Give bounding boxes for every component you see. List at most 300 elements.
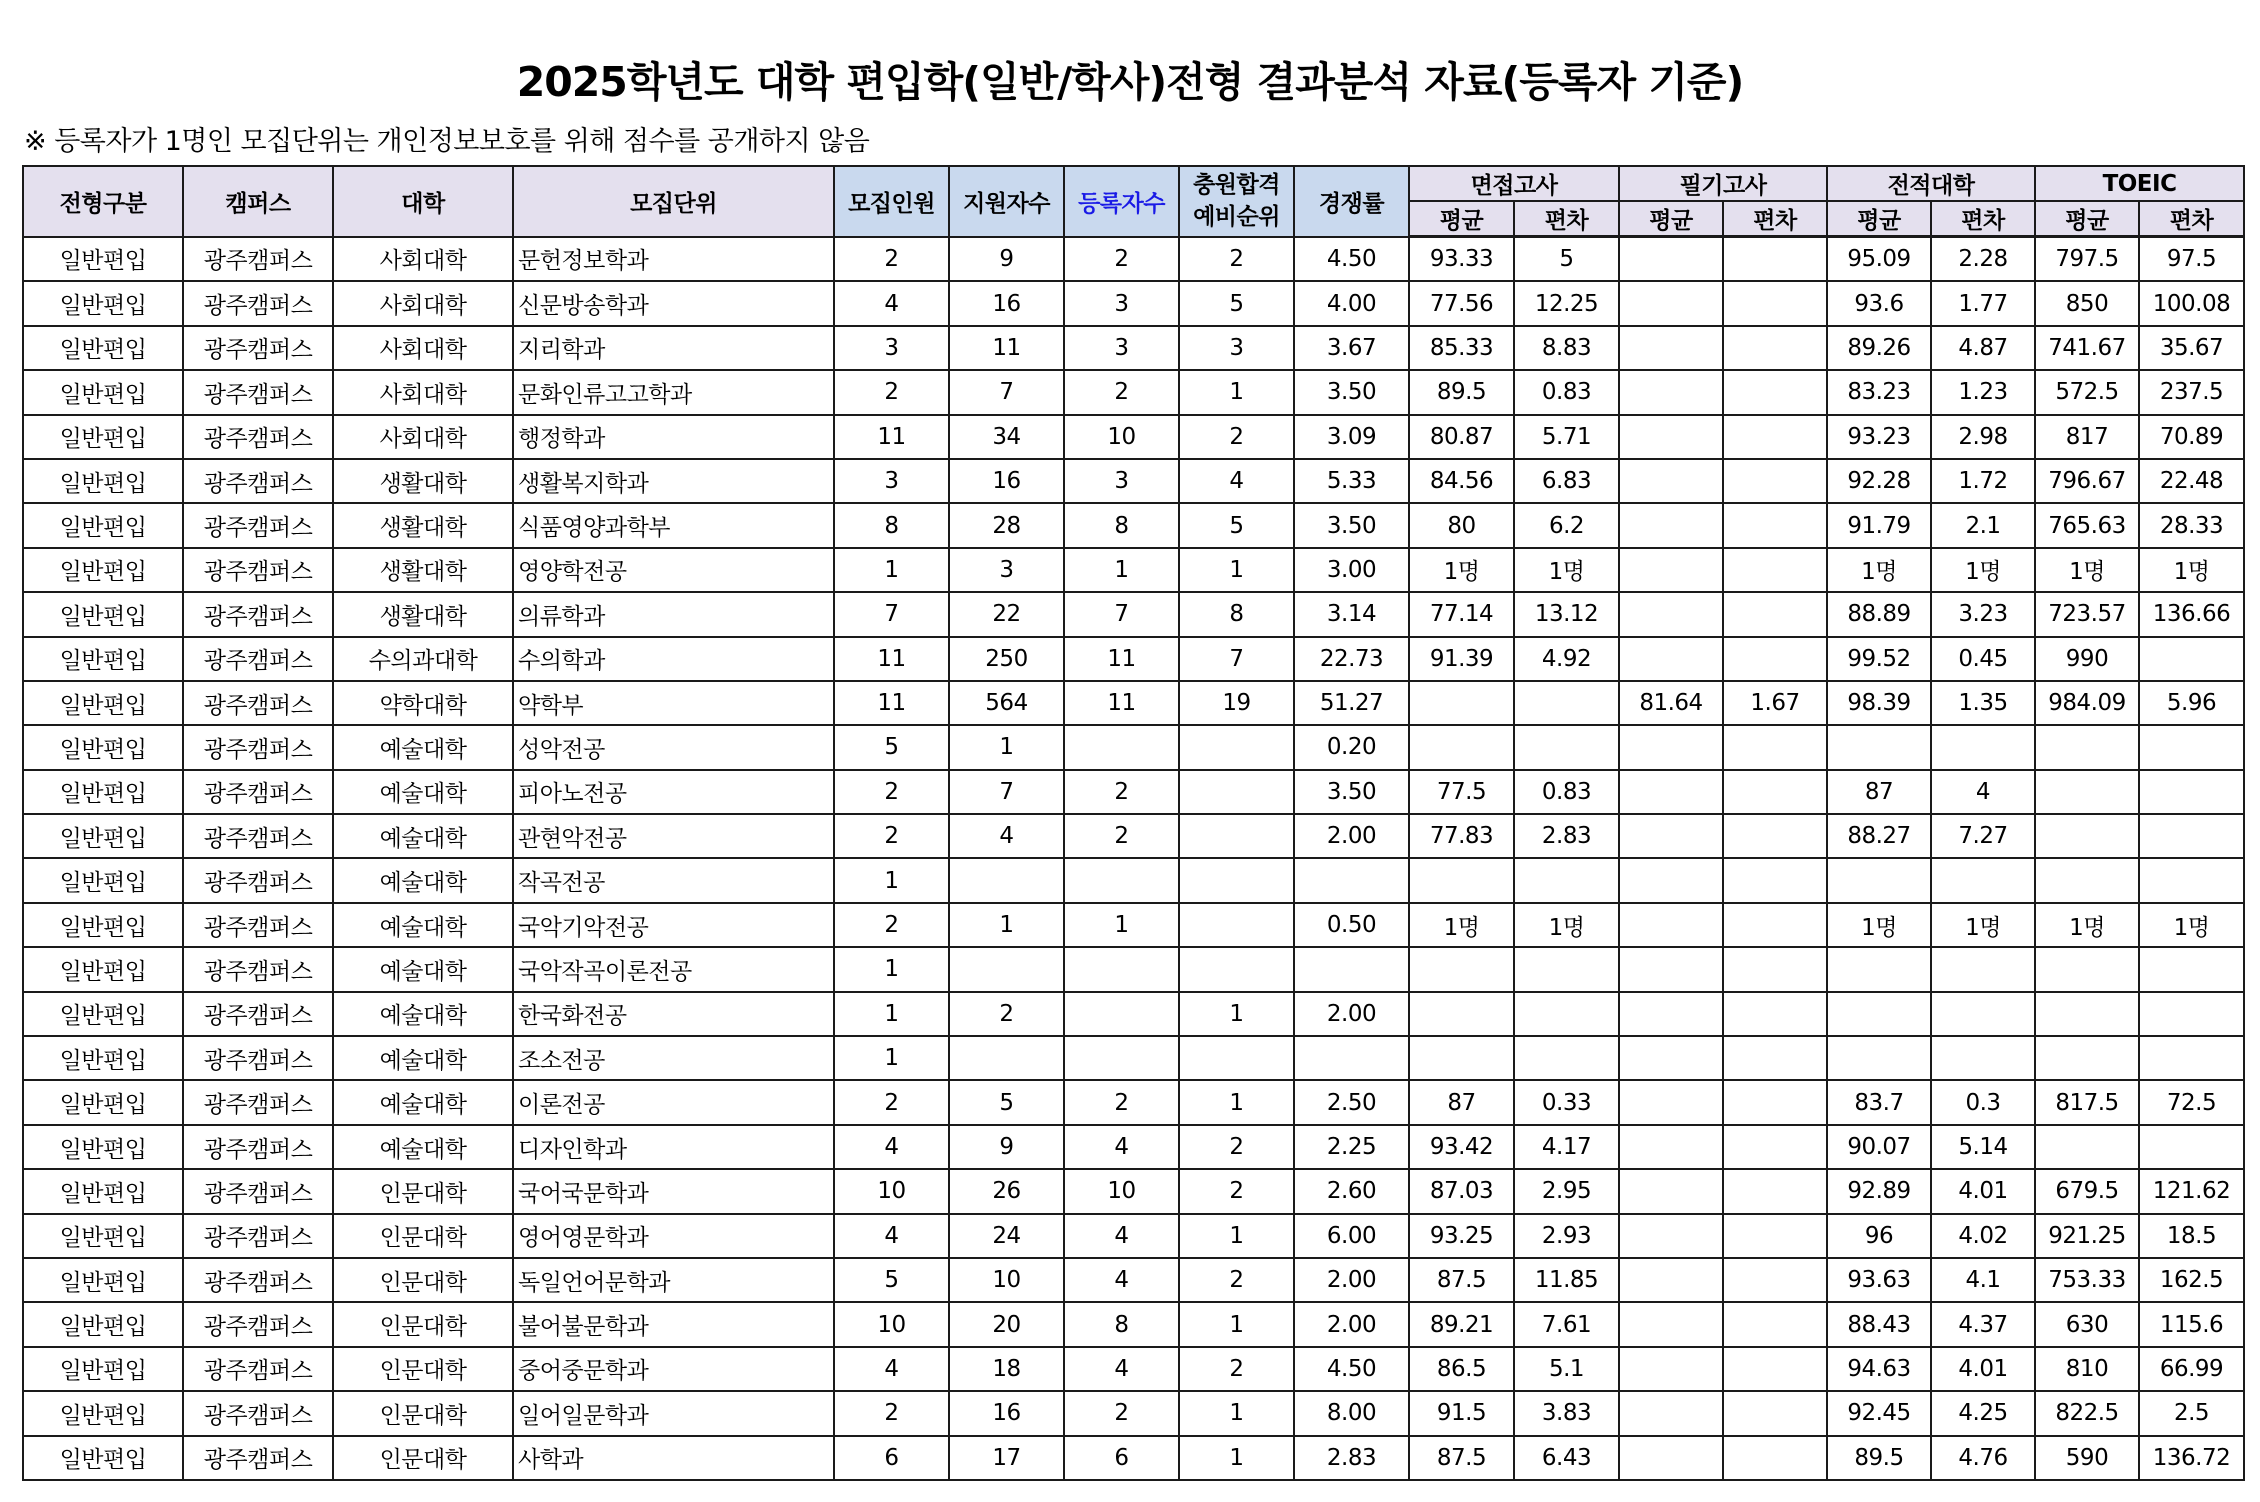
header-waitlist bbox=[1179, 166, 1294, 237]
cell-registered bbox=[1064, 858, 1179, 902]
cell-written-avg bbox=[1619, 1258, 1723, 1302]
cell-written-avg bbox=[1619, 1125, 1723, 1169]
cell-interview-dev: 12.25 bbox=[1514, 281, 1619, 325]
cell-quota: 2 bbox=[834, 1391, 949, 1435]
cell-ratio: 4.00 bbox=[1294, 281, 1409, 325]
cell-written-avg bbox=[1619, 548, 1723, 592]
cell-toeic-dev: 237.5 bbox=[2139, 370, 2244, 414]
cell-registered bbox=[1064, 725, 1179, 769]
cell-toeic-avg: 984.09 bbox=[2035, 681, 2139, 725]
cell-college: 예술대학 bbox=[333, 770, 513, 814]
cell-waitlist: 1 bbox=[1179, 1436, 1294, 1480]
table-row bbox=[23, 725, 2244, 769]
cell-unit: 조소전공 bbox=[513, 1036, 834, 1080]
cell-prev-college-avg: 99.52 bbox=[1827, 637, 1931, 681]
cell-written-dev bbox=[1723, 1436, 1827, 1480]
cell-applicants: 7 bbox=[949, 770, 1064, 814]
cell-campus: 광주캠퍼스 bbox=[183, 858, 333, 902]
table-row bbox=[23, 814, 2244, 858]
cell-toeic-avg: 1명 bbox=[2035, 548, 2139, 592]
cell-written-avg bbox=[1619, 1214, 1723, 1258]
cell-interview-avg: 91.5 bbox=[1409, 1391, 1514, 1435]
cell-unit: 수의학과 bbox=[513, 637, 834, 681]
cell-registered bbox=[1064, 992, 1179, 1036]
cell-registered: 8 bbox=[1064, 1302, 1179, 1346]
cell-type: 일반편입 bbox=[23, 637, 183, 681]
cell-campus: 광주캠퍼스 bbox=[183, 326, 333, 370]
cell-prev-college-avg: 89.26 bbox=[1827, 326, 1931, 370]
table-row bbox=[23, 770, 2244, 814]
cell-toeic-avg: 797.5 bbox=[2035, 237, 2139, 282]
cell-ratio: 0.50 bbox=[1294, 903, 1409, 947]
cell-unit: 디자인학과 bbox=[513, 1125, 834, 1169]
cell-applicants: 18 bbox=[949, 1347, 1064, 1391]
cell-written-dev bbox=[1723, 281, 1827, 325]
cell-toeic-avg: 1명 bbox=[2035, 903, 2139, 947]
cell-toeic-dev: 70.89 bbox=[2139, 415, 2244, 459]
cell-written-avg bbox=[1619, 1169, 1723, 1213]
cell-toeic-avg: 990 bbox=[2035, 637, 2139, 681]
cell-waitlist: 8 bbox=[1179, 592, 1294, 636]
cell-quota: 3 bbox=[834, 326, 949, 370]
table-row bbox=[23, 548, 2244, 592]
cell-quota: 3 bbox=[834, 459, 949, 503]
cell-ratio: 3.50 bbox=[1294, 503, 1409, 547]
cell-unit: 국악기악전공 bbox=[513, 903, 834, 947]
cell-prev-college-dev bbox=[1931, 992, 2035, 1036]
cell-quota: 1 bbox=[834, 947, 949, 991]
cell-type: 일반편입 bbox=[23, 858, 183, 902]
cell-ratio: 51.27 bbox=[1294, 681, 1409, 725]
cell-interview-dev: 2.95 bbox=[1514, 1169, 1619, 1213]
header-college: 대학 bbox=[333, 166, 513, 237]
cell-interview-avg bbox=[1409, 725, 1514, 769]
cell-prev-college-avg: 92.45 bbox=[1827, 1391, 1931, 1435]
cell-ratio: 2.83 bbox=[1294, 1436, 1409, 1480]
cell-ratio: 4.50 bbox=[1294, 1347, 1409, 1391]
cell-ratio: 22.73 bbox=[1294, 637, 1409, 681]
cell-type: 일반편입 bbox=[23, 725, 183, 769]
cell-written-avg bbox=[1619, 281, 1723, 325]
cell-campus: 광주캠퍼스 bbox=[183, 237, 333, 282]
cell-toeic-avg: 817.5 bbox=[2035, 1080, 2139, 1124]
cell-prev-college-dev: 2.98 bbox=[1931, 415, 2035, 459]
cell-toeic-avg: 796.67 bbox=[2035, 459, 2139, 503]
cell-written-dev bbox=[1723, 1347, 1827, 1391]
cell-interview-dev bbox=[1514, 858, 1619, 902]
table-row bbox=[23, 947, 2244, 991]
cell-prev-college-avg: 94.63 bbox=[1827, 1347, 1931, 1391]
cell-interview-dev: 0.33 bbox=[1514, 1080, 1619, 1124]
cell-interview-avg: 77.56 bbox=[1409, 281, 1514, 325]
cell-toeic-dev bbox=[2139, 992, 2244, 1036]
cell-interview-dev: 1명 bbox=[1514, 903, 1619, 947]
cell-toeic-dev: 97.5 bbox=[2139, 237, 2244, 282]
cell-college: 예술대학 bbox=[333, 992, 513, 1036]
cell-interview-avg: 84.56 bbox=[1409, 459, 1514, 503]
cell-written-dev bbox=[1723, 903, 1827, 947]
cell-type: 일반편입 bbox=[23, 326, 183, 370]
cell-ratio: 0.20 bbox=[1294, 725, 1409, 769]
cell-prev-college-avg: 91.79 bbox=[1827, 503, 1931, 547]
cell-prev-college-dev: 2.28 bbox=[1931, 237, 2035, 282]
cell-type: 일반편입 bbox=[23, 459, 183, 503]
cell-interview-dev: 6.83 bbox=[1514, 459, 1619, 503]
table-row bbox=[23, 326, 2244, 370]
cell-toeic-dev: 66.99 bbox=[2139, 1347, 2244, 1391]
cell-ratio: 2.50 bbox=[1294, 1080, 1409, 1124]
cell-type: 일반편입 bbox=[23, 237, 183, 282]
cell-prev-college-dev bbox=[1931, 947, 2035, 991]
cell-registered: 2 bbox=[1064, 770, 1179, 814]
cell-college: 사회대학 bbox=[333, 415, 513, 459]
cell-interview-dev: 3.83 bbox=[1514, 1391, 1619, 1435]
cell-interview-avg: 91.39 bbox=[1409, 637, 1514, 681]
cell-ratio: 6.00 bbox=[1294, 1214, 1409, 1258]
cell-applicants bbox=[949, 947, 1064, 991]
cell-applicants: 22 bbox=[949, 592, 1064, 636]
cell-campus: 광주캠퍼스 bbox=[183, 770, 333, 814]
cell-written-dev bbox=[1723, 814, 1827, 858]
cell-unit: 관현악전공 bbox=[513, 814, 834, 858]
cell-quota: 1 bbox=[834, 858, 949, 902]
cell-registered: 11 bbox=[1064, 681, 1179, 725]
cell-toeic-dev bbox=[2139, 1125, 2244, 1169]
cell-college: 약학대학 bbox=[333, 681, 513, 725]
cell-prev-college-dev bbox=[1931, 725, 2035, 769]
cell-written-avg bbox=[1619, 415, 1723, 459]
cell-written-avg bbox=[1619, 326, 1723, 370]
cell-ratio: 3.14 bbox=[1294, 592, 1409, 636]
cell-prev-college-dev: 1.35 bbox=[1931, 681, 2035, 725]
cell-written-dev bbox=[1723, 548, 1827, 592]
cell-written-dev bbox=[1723, 370, 1827, 414]
cell-registered: 3 bbox=[1064, 281, 1179, 325]
cell-quota: 10 bbox=[834, 1302, 949, 1346]
cell-written-avg bbox=[1619, 370, 1723, 414]
cell-prev-college-dev: 4.37 bbox=[1931, 1302, 2035, 1346]
cell-interview-avg: 89.5 bbox=[1409, 370, 1514, 414]
cell-toeic-avg bbox=[2035, 992, 2139, 1036]
cell-applicants: 1 bbox=[949, 725, 1064, 769]
table-row bbox=[23, 1347, 2244, 1391]
table-row bbox=[23, 1169, 2244, 1213]
cell-waitlist: 1 bbox=[1179, 1391, 1294, 1435]
cell-campus: 광주캠퍼스 bbox=[183, 725, 333, 769]
cell-interview-dev bbox=[1514, 992, 1619, 1036]
cell-quota: 2 bbox=[834, 237, 949, 282]
cell-prev-college-avg: 88.89 bbox=[1827, 592, 1931, 636]
cell-interview-dev bbox=[1514, 725, 1619, 769]
cell-prev-college-avg: 93.63 bbox=[1827, 1258, 1931, 1302]
cell-campus: 광주캠퍼스 bbox=[183, 992, 333, 1036]
cell-unit: 성악전공 bbox=[513, 725, 834, 769]
header-interview-avg: 평균 bbox=[1409, 201, 1514, 237]
cell-waitlist bbox=[1179, 725, 1294, 769]
cell-toeic-avg bbox=[2035, 725, 2139, 769]
cell-prev-college-dev: 3.23 bbox=[1931, 592, 2035, 636]
cell-college: 예술대학 bbox=[333, 858, 513, 902]
cell-college: 예술대학 bbox=[333, 903, 513, 947]
cell-applicants: 9 bbox=[949, 237, 1064, 282]
cell-quota: 10 bbox=[834, 1169, 949, 1213]
cell-campus: 광주캠퍼스 bbox=[183, 1036, 333, 1080]
cell-interview-avg bbox=[1409, 681, 1514, 725]
cell-ratio: 8.00 bbox=[1294, 1391, 1409, 1435]
cell-quota: 6 bbox=[834, 1436, 949, 1480]
results-table bbox=[22, 165, 2245, 1481]
cell-interview-avg bbox=[1409, 1036, 1514, 1080]
cell-applicants: 17 bbox=[949, 1436, 1064, 1480]
cell-prev-college-dev: 4 bbox=[1931, 770, 2035, 814]
cell-toeic-avg bbox=[2035, 1125, 2139, 1169]
cell-ratio: 3.67 bbox=[1294, 326, 1409, 370]
cell-quota: 8 bbox=[834, 503, 949, 547]
cell-interview-avg: 89.21 bbox=[1409, 1302, 1514, 1346]
cell-quota: 5 bbox=[834, 725, 949, 769]
cell-ratio: 4.50 bbox=[1294, 237, 1409, 282]
cell-quota: 2 bbox=[834, 814, 949, 858]
cell-toeic-dev bbox=[2139, 947, 2244, 991]
cell-quota: 7 bbox=[834, 592, 949, 636]
cell-written-dev bbox=[1723, 1391, 1827, 1435]
header-unit: 모집단위 bbox=[513, 166, 834, 237]
cell-prev-college-avg: 83.23 bbox=[1827, 370, 1931, 414]
cell-toeic-avg: 679.5 bbox=[2035, 1169, 2139, 1213]
cell-written-dev bbox=[1723, 1036, 1827, 1080]
cell-unit: 불어불문학과 bbox=[513, 1302, 834, 1346]
cell-campus: 광주캠퍼스 bbox=[183, 637, 333, 681]
table-row bbox=[23, 415, 2244, 459]
cell-registered: 4 bbox=[1064, 1125, 1179, 1169]
cell-college: 예술대학 bbox=[333, 814, 513, 858]
table-row bbox=[23, 1080, 2244, 1124]
cell-campus: 광주캠퍼스 bbox=[183, 1169, 333, 1213]
cell-toeic-avg: 590 bbox=[2035, 1436, 2139, 1480]
cell-toeic-dev: 28.33 bbox=[2139, 503, 2244, 547]
cell-interview-avg: 77.5 bbox=[1409, 770, 1514, 814]
cell-unit: 이론전공 bbox=[513, 1080, 834, 1124]
cell-applicants: 20 bbox=[949, 1302, 1064, 1346]
cell-toeic-avg bbox=[2035, 814, 2139, 858]
cell-toeic-dev: 115.6 bbox=[2139, 1302, 2244, 1346]
cell-quota: 2 bbox=[834, 370, 949, 414]
header-prev-college-dev: 편차 bbox=[1931, 201, 2035, 237]
cell-interview-dev: 2.83 bbox=[1514, 814, 1619, 858]
cell-unit: 영어영문학과 bbox=[513, 1214, 834, 1258]
cell-interview-dev: 6.43 bbox=[1514, 1436, 1619, 1480]
header-prev-college: 전적대학 bbox=[1827, 166, 2035, 201]
cell-unit: 지리학과 bbox=[513, 326, 834, 370]
cell-prev-college-dev: 4.1 bbox=[1931, 1258, 2035, 1302]
cell-written-dev bbox=[1723, 503, 1827, 547]
cell-college: 인문대학 bbox=[333, 1436, 513, 1480]
cell-prev-college-avg: 92.28 bbox=[1827, 459, 1931, 503]
cell-type: 일반편입 bbox=[23, 370, 183, 414]
cell-waitlist: 2 bbox=[1179, 415, 1294, 459]
cell-waitlist bbox=[1179, 858, 1294, 902]
cell-prev-college-avg bbox=[1827, 1036, 1931, 1080]
header-toeic: TOEIC bbox=[2035, 166, 2244, 201]
cell-campus: 광주캠퍼스 bbox=[183, 281, 333, 325]
cell-toeic-avg bbox=[2035, 770, 2139, 814]
cell-interview-avg: 87 bbox=[1409, 1080, 1514, 1124]
cell-applicants: 9 bbox=[949, 1125, 1064, 1169]
cell-interview-avg: 87.5 bbox=[1409, 1436, 1514, 1480]
table-row bbox=[23, 1258, 2244, 1302]
cell-waitlist: 3 bbox=[1179, 326, 1294, 370]
cell-quota: 11 bbox=[834, 415, 949, 459]
table-row bbox=[23, 281, 2244, 325]
cell-interview-avg bbox=[1409, 947, 1514, 991]
table-row bbox=[23, 992, 2244, 1036]
cell-registered: 4 bbox=[1064, 1258, 1179, 1302]
header-written-avg: 평균 bbox=[1619, 201, 1723, 237]
cell-quota: 11 bbox=[834, 637, 949, 681]
cell-prev-college-avg: 87 bbox=[1827, 770, 1931, 814]
cell-prev-college-dev: 1.72 bbox=[1931, 459, 2035, 503]
cell-toeic-avg: 765.63 bbox=[2035, 503, 2139, 547]
cell-toeic-dev: 136.72 bbox=[2139, 1436, 2244, 1480]
cell-waitlist: 1 bbox=[1179, 1302, 1294, 1346]
cell-toeic-dev bbox=[2139, 725, 2244, 769]
cell-interview-avg: 93.42 bbox=[1409, 1125, 1514, 1169]
cell-waitlist bbox=[1179, 814, 1294, 858]
cell-waitlist bbox=[1179, 903, 1294, 947]
cell-prev-college-avg: 92.89 bbox=[1827, 1169, 1931, 1213]
cell-toeic-avg: 810 bbox=[2035, 1347, 2139, 1391]
cell-interview-dev bbox=[1514, 1036, 1619, 1080]
cell-college: 생활대학 bbox=[333, 459, 513, 503]
cell-interview-dev: 0.83 bbox=[1514, 770, 1619, 814]
cell-interview-dev: 0.83 bbox=[1514, 370, 1619, 414]
cell-college: 사회대학 bbox=[333, 326, 513, 370]
cell-prev-college-dev: 0.45 bbox=[1931, 637, 2035, 681]
table-body bbox=[23, 237, 2244, 1480]
header-prev-college-avg: 평균 bbox=[1827, 201, 1931, 237]
cell-registered: 10 bbox=[1064, 415, 1179, 459]
cell-campus: 광주캠퍼스 bbox=[183, 459, 333, 503]
cell-written-avg bbox=[1619, 237, 1723, 282]
cell-prev-college-avg: 88.27 bbox=[1827, 814, 1931, 858]
cell-unit: 한국화전공 bbox=[513, 992, 834, 1036]
cell-type: 일반편입 bbox=[23, 992, 183, 1036]
cell-toeic-avg: 572.5 bbox=[2035, 370, 2139, 414]
cell-registered: 1 bbox=[1064, 548, 1179, 592]
cell-type: 일반편입 bbox=[23, 1169, 183, 1213]
cell-unit: 문화인류고고학과 bbox=[513, 370, 834, 414]
cell-quota: 4 bbox=[834, 1347, 949, 1391]
cell-campus: 광주캠퍼스 bbox=[183, 1391, 333, 1435]
cell-ratio: 3.50 bbox=[1294, 770, 1409, 814]
cell-quota: 5 bbox=[834, 1258, 949, 1302]
header-waitlist-line2: 예비순위 bbox=[1193, 204, 1280, 231]
cell-toeic-avg: 741.67 bbox=[2035, 326, 2139, 370]
cell-unit: 독일언어문학과 bbox=[513, 1258, 834, 1302]
cell-prev-college-avg: 96 bbox=[1827, 1214, 1931, 1258]
cell-ratio: 2.00 bbox=[1294, 992, 1409, 1036]
cell-college: 인문대학 bbox=[333, 1302, 513, 1346]
cell-campus: 광주캠퍼스 bbox=[183, 415, 333, 459]
cell-campus: 광주캠퍼스 bbox=[183, 548, 333, 592]
cell-prev-college-avg: 89.5 bbox=[1827, 1436, 1931, 1480]
cell-toeic-avg: 921.25 bbox=[2035, 1214, 2139, 1258]
cell-registered: 3 bbox=[1064, 459, 1179, 503]
cell-quota: 2 bbox=[834, 770, 949, 814]
cell-interview-dev: 6.2 bbox=[1514, 503, 1619, 547]
cell-interview-avg: 93.25 bbox=[1409, 1214, 1514, 1258]
table-row bbox=[23, 681, 2244, 725]
cell-applicants: 34 bbox=[949, 415, 1064, 459]
cell-college: 예술대학 bbox=[333, 725, 513, 769]
cell-waitlist: 2 bbox=[1179, 237, 1294, 282]
cell-toeic-avg: 753.33 bbox=[2035, 1258, 2139, 1302]
cell-applicants: 16 bbox=[949, 459, 1064, 503]
cell-college: 인문대학 bbox=[333, 1391, 513, 1435]
cell-quota: 4 bbox=[834, 1214, 949, 1258]
cell-unit: 식품영양과학부 bbox=[513, 503, 834, 547]
cell-prev-college-dev bbox=[1931, 1036, 2035, 1080]
cell-interview-dev: 5 bbox=[1514, 237, 1619, 282]
cell-waitlist: 2 bbox=[1179, 1347, 1294, 1391]
header-written: 필기고사 bbox=[1619, 166, 1827, 201]
cell-applicants: 5 bbox=[949, 1080, 1064, 1124]
cell-toeic-dev bbox=[2139, 814, 2244, 858]
cell-type: 일반편입 bbox=[23, 503, 183, 547]
cell-applicants: 3 bbox=[949, 548, 1064, 592]
cell-written-dev bbox=[1723, 1258, 1827, 1302]
cell-toeic-avg: 850 bbox=[2035, 281, 2139, 325]
cell-type: 일반편입 bbox=[23, 1258, 183, 1302]
cell-prev-college-avg: 90.07 bbox=[1827, 1125, 1931, 1169]
table-row bbox=[23, 1036, 2244, 1080]
cell-interview-avg: 86.5 bbox=[1409, 1347, 1514, 1391]
cell-waitlist: 1 bbox=[1179, 548, 1294, 592]
table-row bbox=[23, 503, 2244, 547]
cell-prev-college-dev bbox=[1931, 858, 2035, 902]
cell-applicants: 1 bbox=[949, 903, 1064, 947]
cell-campus: 광주캠퍼스 bbox=[183, 1302, 333, 1346]
table-row bbox=[23, 858, 2244, 902]
cell-applicants: 10 bbox=[949, 1258, 1064, 1302]
cell-interview-dev: 2.93 bbox=[1514, 1214, 1619, 1258]
cell-written-avg bbox=[1619, 503, 1723, 547]
cell-written-dev bbox=[1723, 326, 1827, 370]
table-row bbox=[23, 1125, 2244, 1169]
cell-waitlist: 1 bbox=[1179, 370, 1294, 414]
cell-registered: 3 bbox=[1064, 326, 1179, 370]
cell-type: 일반편입 bbox=[23, 1214, 183, 1258]
cell-interview-avg bbox=[1409, 858, 1514, 902]
cell-written-dev bbox=[1723, 637, 1827, 681]
cell-interview-avg bbox=[1409, 992, 1514, 1036]
cell-interview-dev: 11.85 bbox=[1514, 1258, 1619, 1302]
cell-toeic-avg bbox=[2035, 947, 2139, 991]
cell-campus: 광주캠퍼스 bbox=[183, 592, 333, 636]
cell-ratio: 2.00 bbox=[1294, 814, 1409, 858]
cell-interview-dev: 5.71 bbox=[1514, 415, 1619, 459]
cell-waitlist: 19 bbox=[1179, 681, 1294, 725]
cell-waitlist: 2 bbox=[1179, 1169, 1294, 1213]
cell-campus: 광주캠퍼스 bbox=[183, 947, 333, 991]
cell-written-avg bbox=[1619, 770, 1723, 814]
cell-type: 일반편입 bbox=[23, 281, 183, 325]
cell-interview-dev: 5.1 bbox=[1514, 1347, 1619, 1391]
cell-campus: 광주캠퍼스 bbox=[183, 681, 333, 725]
cell-registered: 10 bbox=[1064, 1169, 1179, 1213]
cell-registered: 2 bbox=[1064, 1391, 1179, 1435]
cell-written-avg bbox=[1619, 1436, 1723, 1480]
